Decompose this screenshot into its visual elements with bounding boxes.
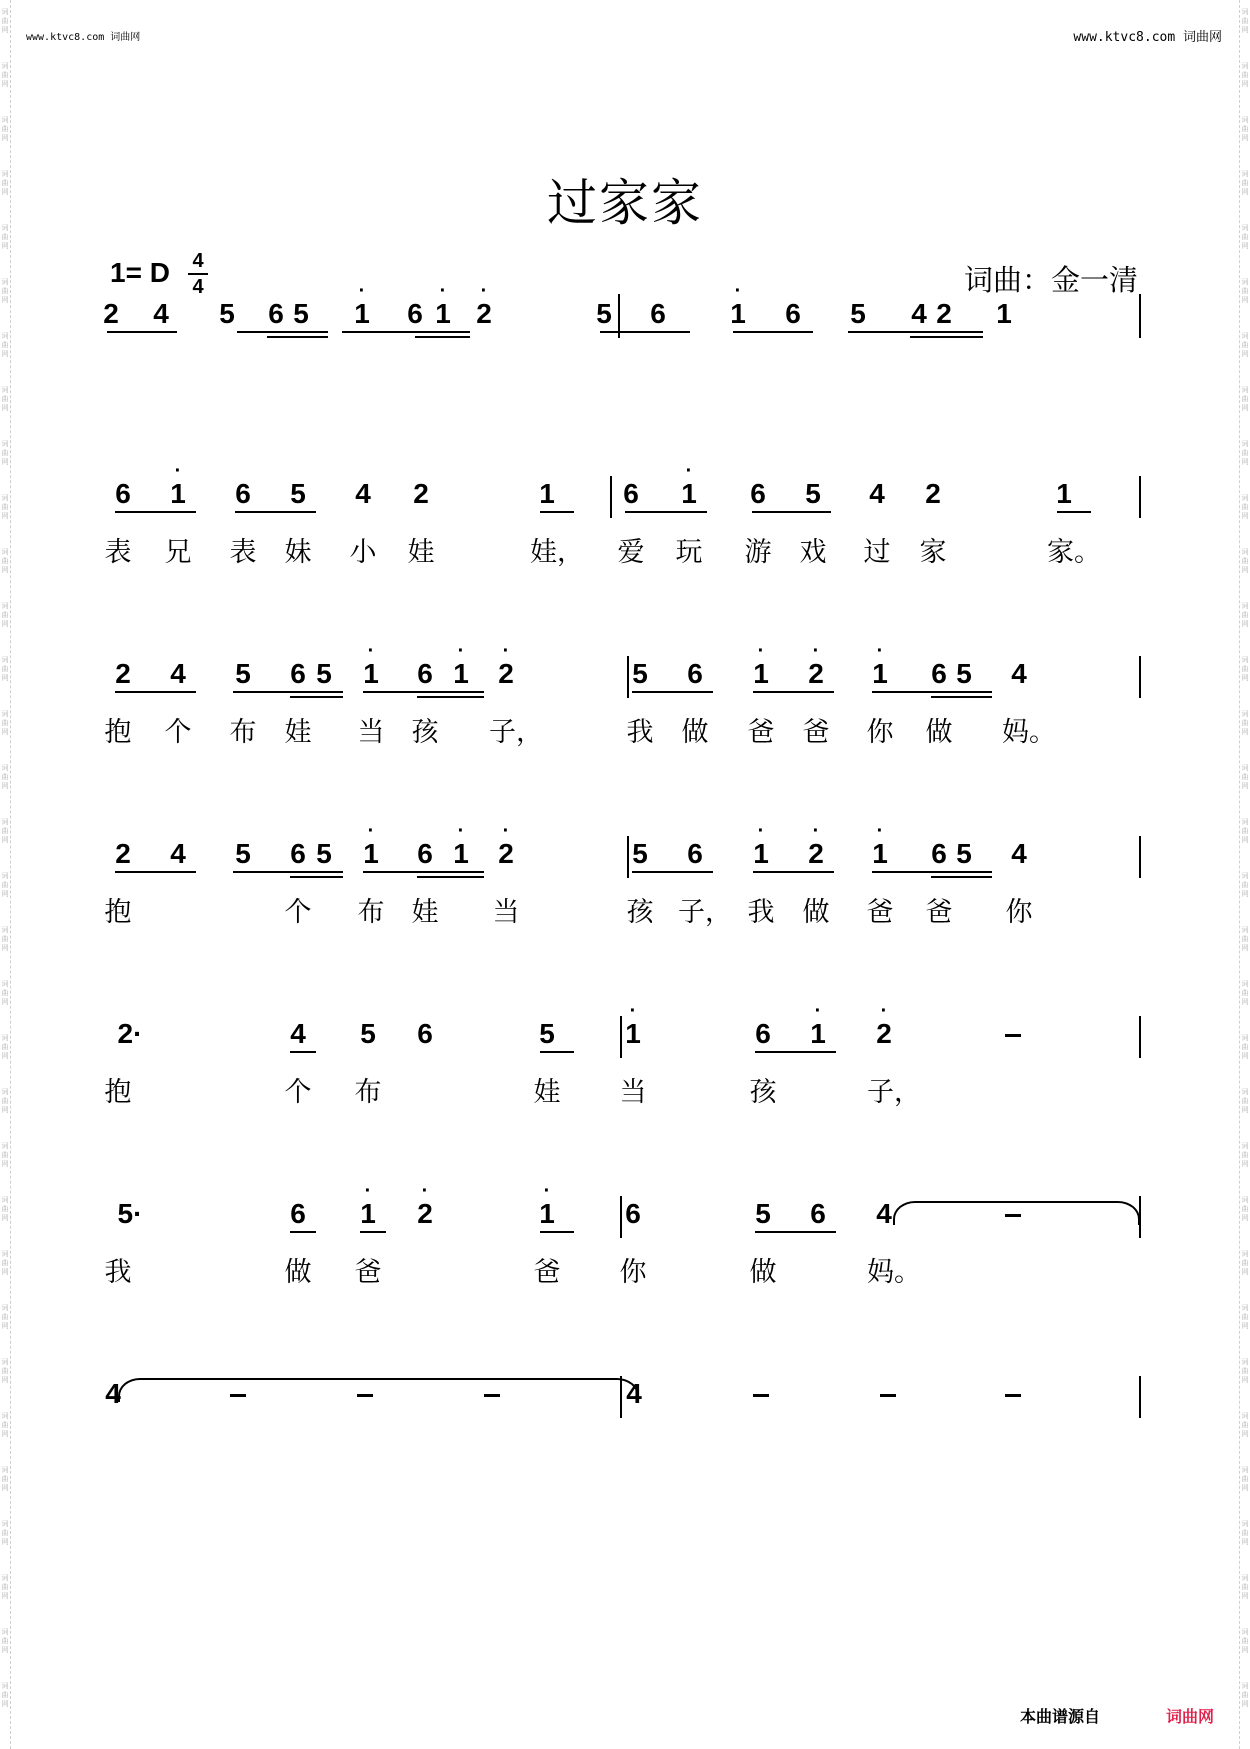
score-note: 5 bbox=[290, 478, 306, 509]
side-watermark-text: 词 曲 网 bbox=[1241, 710, 1249, 736]
score-note: 5 bbox=[235, 658, 251, 689]
lyric-char: 娃 bbox=[411, 897, 439, 928]
score-note: 2 bbox=[115, 658, 131, 689]
lyric-char: 你 bbox=[1005, 897, 1033, 928]
side-watermark-text: 词 曲 网 bbox=[1241, 872, 1249, 898]
score-note: 4 bbox=[1011, 838, 1027, 869]
side-watermark-text: 词 曲 网 bbox=[1, 872, 9, 898]
side-watermark-text: 词 曲 网 bbox=[1241, 278, 1249, 304]
octave-dot: · bbox=[367, 640, 375, 662]
underline-sixteenth bbox=[415, 336, 470, 338]
lyric-char: 我 bbox=[626, 717, 654, 748]
underline-eighth bbox=[115, 871, 196, 873]
underline-eighth bbox=[755, 1051, 836, 1053]
side-watermark-text: 词 曲 网 bbox=[1, 1466, 9, 1492]
score-note: 5 bbox=[956, 838, 972, 869]
bar-line bbox=[620, 1016, 622, 1058]
side-watermark-text: 词 曲 网 bbox=[1, 332, 9, 358]
underline-eighth bbox=[115, 511, 196, 513]
score-note: 1 bbox=[996, 298, 1012, 329]
octave-dot: · bbox=[543, 1180, 551, 1202]
octave-dot: · bbox=[814, 1000, 822, 1022]
lyric-char: 抱 bbox=[104, 1077, 132, 1108]
score-note: 4 bbox=[1011, 658, 1027, 689]
side-watermark-text: 词 曲 网 bbox=[1, 8, 9, 34]
score-note: 2 bbox=[925, 478, 941, 509]
underline-eighth bbox=[753, 691, 834, 693]
octave-dot: · bbox=[457, 820, 465, 842]
side-watermark-text: 词 曲 网 bbox=[1241, 1358, 1249, 1384]
side-watermark-text: 词 曲 网 bbox=[1, 278, 9, 304]
score-note: 4 bbox=[626, 1378, 642, 1409]
bar-line bbox=[1139, 656, 1141, 698]
underline-sixteenth bbox=[267, 336, 328, 338]
score-note: 1 bbox=[363, 658, 379, 689]
score-note: 6 bbox=[650, 298, 666, 329]
footer-source-label: 本曲谱源自 bbox=[1019, 1707, 1100, 1726]
key-text: 1= D bbox=[110, 257, 170, 288]
bar-line bbox=[627, 836, 629, 878]
bar-line bbox=[620, 1196, 622, 1238]
underline-eighth bbox=[632, 871, 713, 873]
side-watermark-text: 词 曲 网 bbox=[1241, 1574, 1249, 1600]
score-note: 5 bbox=[755, 1198, 771, 1229]
side-watermark-text: 词 曲 网 bbox=[1241, 818, 1249, 844]
lyric-char: 爸 bbox=[925, 897, 953, 928]
bar-line bbox=[618, 294, 620, 338]
footer-source-site: 词曲网 bbox=[1165, 1707, 1214, 1726]
lyric-char: 爸 bbox=[802, 717, 830, 748]
bar-line bbox=[1139, 476, 1141, 518]
lyric-char: 做 bbox=[284, 1257, 312, 1288]
lyric-char: 我 bbox=[747, 897, 775, 928]
side-watermark-text: 词 曲 网 bbox=[1241, 332, 1249, 358]
score-note: 1 bbox=[539, 478, 555, 509]
bar-line bbox=[1139, 1376, 1141, 1418]
lyric-char: 布 bbox=[354, 1077, 382, 1108]
time-bottom: 4 bbox=[192, 276, 204, 298]
underline-eighth bbox=[290, 1051, 316, 1053]
side-watermark-text: 词 曲 网 bbox=[1241, 764, 1249, 790]
hold-dash bbox=[880, 1394, 896, 1397]
side-watermark-text: 词 曲 网 bbox=[1241, 926, 1249, 952]
octave-dot: · bbox=[502, 820, 510, 842]
score-note: 4 bbox=[911, 298, 927, 329]
time-top: 4 bbox=[192, 250, 204, 272]
side-watermark-text: 词 曲 网 bbox=[1, 1304, 9, 1330]
underline-eighth bbox=[233, 871, 343, 873]
score-note: 5 bbox=[219, 298, 235, 329]
side-watermark-text: 词 曲 网 bbox=[1241, 170, 1249, 196]
side-watermark-text: 词 曲 网 bbox=[1, 62, 9, 88]
side-watermark-text: 词 曲 网 bbox=[1241, 1466, 1249, 1492]
lyric-char: 子， bbox=[678, 897, 732, 928]
side-watermark-text: 词 曲 网 bbox=[1, 764, 9, 790]
lyric-char: 表 bbox=[229, 537, 257, 568]
lyric-char: 做 bbox=[925, 717, 953, 748]
underline-eighth bbox=[540, 1231, 574, 1233]
score-note: 6 bbox=[268, 298, 284, 329]
lyric-char: 爸 bbox=[747, 717, 775, 748]
lyric-char: 表 bbox=[104, 537, 132, 568]
score-note: 1 bbox=[872, 838, 888, 869]
score-note: 6 bbox=[625, 1198, 641, 1229]
side-watermark-text: 词 曲 网 bbox=[1241, 62, 1249, 88]
underline-eighth bbox=[237, 331, 328, 333]
lyric-char: 做 bbox=[802, 897, 830, 928]
side-watermark-text: 词 曲 网 bbox=[1, 1250, 9, 1276]
side-watermark-text: 词 曲 网 bbox=[1, 494, 9, 520]
score-note: 2 bbox=[103, 298, 119, 329]
side-watermark-text: 词 曲 网 bbox=[1, 1034, 9, 1060]
score-note: 5 bbox=[316, 658, 332, 689]
score-note: 6 bbox=[417, 1018, 433, 1049]
lyric-char: 爸 bbox=[866, 897, 894, 928]
bar-line bbox=[1139, 294, 1141, 338]
lyric-char: 子， bbox=[489, 717, 543, 748]
score-note: 4 bbox=[876, 1198, 892, 1229]
underline-eighth bbox=[872, 691, 992, 693]
side-watermark-text: 词 曲 网 bbox=[1241, 1628, 1249, 1654]
lyric-char: 游 bbox=[744, 537, 772, 568]
score-note: 5 bbox=[235, 838, 251, 869]
side-watermark-text: 词 曲 网 bbox=[1241, 1142, 1249, 1168]
lyric-char: 爸 bbox=[354, 1257, 382, 1288]
time-signature bbox=[188, 250, 208, 298]
octave-dot: · bbox=[685, 460, 693, 482]
score-note: 1 bbox=[753, 838, 769, 869]
lyric-char: 个 bbox=[284, 1077, 312, 1108]
side-watermark-text: 词 曲 网 bbox=[1241, 602, 1249, 628]
score-note: 6 bbox=[810, 1198, 826, 1229]
score-note: 4 bbox=[170, 838, 186, 869]
score-note: 4 bbox=[153, 298, 169, 329]
score-note: 6 bbox=[931, 838, 947, 869]
side-watermark-text: 词 曲 网 bbox=[1, 548, 9, 574]
underline-eighth bbox=[415, 331, 470, 333]
score-note: 5· bbox=[117, 1198, 143, 1229]
lyric-char: 小 bbox=[349, 537, 377, 568]
octave-dot: · bbox=[734, 280, 742, 302]
side-watermark-text: 词 曲 网 bbox=[1, 980, 9, 1006]
octave-dot: · bbox=[174, 460, 182, 482]
score-note: 6 bbox=[417, 838, 433, 869]
lyric-char: 过 bbox=[863, 537, 891, 568]
score-note: 5 bbox=[539, 1018, 555, 1049]
underline-eighth bbox=[625, 511, 707, 513]
score-note: 5 bbox=[805, 478, 821, 509]
credit-line: 词曲：金一清 bbox=[963, 263, 1138, 297]
octave-dot: · bbox=[876, 820, 884, 842]
score-note: 6 bbox=[290, 658, 306, 689]
score-note: 2 bbox=[936, 298, 952, 329]
lyric-char: 玩 bbox=[675, 537, 703, 568]
underline-sixteenth bbox=[931, 876, 992, 878]
score-note: 1 bbox=[810, 1018, 826, 1049]
score-note: 6 bbox=[235, 478, 251, 509]
octave-dot: · bbox=[757, 820, 765, 842]
lyric-char: 妈。 bbox=[1002, 717, 1056, 748]
lyric-char: 抱 bbox=[104, 717, 132, 748]
underline-eighth bbox=[363, 871, 484, 873]
bar-line bbox=[1139, 1016, 1141, 1058]
side-watermark-text: 词 曲 网 bbox=[1, 602, 9, 628]
score-note: 6 bbox=[115, 478, 131, 509]
side-watermark-text: 词 曲 网 bbox=[1241, 1682, 1249, 1708]
lyric-char: 布 bbox=[357, 897, 385, 928]
score-note: 6 bbox=[417, 658, 433, 689]
score-note: 2· bbox=[117, 1018, 143, 1049]
score-note: 4 bbox=[355, 478, 371, 509]
octave-dot: · bbox=[480, 280, 488, 302]
side-watermark-text: 词 曲 网 bbox=[1241, 656, 1249, 682]
score-note: 2 bbox=[498, 838, 514, 869]
lyric-char: 兄 bbox=[164, 537, 192, 568]
score-note: 5 bbox=[596, 298, 612, 329]
side-watermark-text: 词 曲 网 bbox=[1, 1358, 9, 1384]
underline-eighth bbox=[115, 691, 196, 693]
underline-eighth bbox=[753, 871, 834, 873]
score-note: 1 bbox=[681, 478, 697, 509]
score-note: 6 bbox=[407, 298, 423, 329]
lyric-char: 做 bbox=[749, 1257, 777, 1288]
side-watermark-text: 词 曲 网 bbox=[1, 1088, 9, 1114]
side-watermark-text: 词 曲 网 bbox=[1241, 440, 1249, 466]
octave-dot: · bbox=[812, 820, 820, 842]
lyric-char: 布 bbox=[229, 717, 257, 748]
octave-dot: · bbox=[439, 280, 447, 302]
hold-dash bbox=[1005, 1394, 1021, 1397]
lyric-char: 个 bbox=[284, 897, 312, 928]
song-title: 过家家 bbox=[547, 174, 703, 232]
side-watermark-text: 词 曲 网 bbox=[1241, 8, 1249, 34]
octave-dot: · bbox=[876, 640, 884, 662]
bar-line bbox=[610, 476, 612, 518]
score-note: 2 bbox=[498, 658, 514, 689]
underline-eighth bbox=[848, 331, 983, 333]
octave-dot: · bbox=[757, 640, 765, 662]
underline-sixteenth bbox=[931, 696, 992, 698]
side-watermark-text: 词 曲 网 bbox=[1, 1682, 9, 1708]
underline-eighth bbox=[363, 691, 484, 693]
score-note: 4 bbox=[105, 1378, 121, 1409]
side-watermark-text: 词 曲 网 bbox=[1241, 224, 1249, 250]
side-watermark-text: 词 曲 网 bbox=[1241, 1034, 1249, 1060]
lyric-char: 妈。 bbox=[867, 1257, 921, 1288]
score-note: 6 bbox=[687, 838, 703, 869]
side-watermark-text: 词 曲 网 bbox=[1, 710, 9, 736]
bar-line bbox=[1139, 836, 1141, 878]
lyric-char: 家。 bbox=[1047, 537, 1101, 568]
score-note: 5 bbox=[293, 298, 309, 329]
lyric-char: 孩 bbox=[626, 897, 654, 928]
lyric-char: 爸 bbox=[533, 1257, 561, 1288]
score-note: 6 bbox=[785, 298, 801, 329]
site-url-left: www.ktvc8.com 词曲网 bbox=[26, 32, 141, 43]
lyric-char: 孩 bbox=[411, 717, 439, 748]
lyric-char: 我 bbox=[104, 1257, 132, 1288]
score-note: 1 bbox=[360, 1198, 376, 1229]
underline-sixteenth bbox=[910, 336, 983, 338]
score-note: 1 bbox=[354, 298, 370, 329]
side-watermark-text: 词 曲 网 bbox=[1241, 1520, 1249, 1546]
underline-eighth bbox=[600, 331, 690, 333]
side-watermark-text: 词 曲 网 bbox=[1241, 1304, 1249, 1330]
side-watermark-text: 词 曲 网 bbox=[1, 1520, 9, 1546]
score-note: 6 bbox=[750, 478, 766, 509]
score-note: 5 bbox=[316, 838, 332, 869]
underline-eighth bbox=[1057, 511, 1091, 513]
octave-dot: · bbox=[364, 1180, 372, 1202]
score-note: 2 bbox=[417, 1198, 433, 1229]
underline-eighth bbox=[360, 1231, 386, 1233]
octave-dot: · bbox=[358, 280, 366, 302]
score-note: 5 bbox=[360, 1018, 376, 1049]
lyric-char: 娃 bbox=[407, 537, 435, 568]
underline-sixteenth bbox=[417, 696, 484, 698]
lyric-char: 个 bbox=[164, 717, 192, 748]
tie-arc bbox=[893, 1201, 1140, 1225]
tie-arc bbox=[118, 1378, 639, 1402]
site-url-right: www.ktvc8.com 词曲网 bbox=[1073, 30, 1222, 45]
underline-eighth bbox=[233, 691, 343, 693]
underline-sixteenth bbox=[290, 696, 343, 698]
score-note: 6 bbox=[290, 838, 306, 869]
score-note: 6 bbox=[687, 658, 703, 689]
score-note: 1 bbox=[625, 1018, 641, 1049]
score-note: 5 bbox=[632, 838, 648, 869]
side-watermark-text: 词 曲 网 bbox=[1, 224, 9, 250]
side-watermark-text: 词 曲 网 bbox=[1241, 1088, 1249, 1114]
score-note: 1 bbox=[453, 838, 469, 869]
lyric-char: 抱 bbox=[104, 897, 132, 928]
side-watermark-text: 词 曲 网 bbox=[1, 926, 9, 952]
score-note: 1 bbox=[435, 298, 451, 329]
underline-eighth bbox=[290, 1231, 316, 1233]
key-signature bbox=[110, 257, 170, 289]
underline-eighth bbox=[235, 511, 316, 513]
score-note: 6 bbox=[623, 478, 639, 509]
side-watermark-text: 词 曲 网 bbox=[1241, 980, 1249, 1006]
octave-dot: · bbox=[502, 640, 510, 662]
underline-eighth bbox=[752, 511, 831, 513]
side-watermark-text: 词 曲 网 bbox=[1, 1574, 9, 1600]
side-watermark-text: 词 曲 网 bbox=[1, 440, 9, 466]
side-watermark-text: 词 曲 网 bbox=[1241, 116, 1249, 142]
score-note: 1 bbox=[539, 1198, 555, 1229]
score-note: 1 bbox=[363, 838, 379, 869]
score-note: 1 bbox=[170, 478, 186, 509]
lyric-char: 子， bbox=[867, 1077, 921, 1108]
bar-line bbox=[627, 656, 629, 698]
side-watermark-text: 词 曲 网 bbox=[1241, 386, 1249, 412]
lyric-char: 当 bbox=[619, 1077, 647, 1108]
octave-dot: · bbox=[421, 1180, 429, 1202]
score-note: 2 bbox=[808, 658, 824, 689]
side-watermark-text: 词 曲 网 bbox=[1241, 1412, 1249, 1438]
score-note: 6 bbox=[755, 1018, 771, 1049]
lyric-char: 当 bbox=[492, 897, 520, 928]
score-note: 2 bbox=[413, 478, 429, 509]
side-watermark-text: 词 曲 网 bbox=[1, 1196, 9, 1222]
lyric-char: 你 bbox=[866, 717, 894, 748]
score-note: 2 bbox=[808, 838, 824, 869]
score-note: 5 bbox=[850, 298, 866, 329]
score-note: 4 bbox=[869, 478, 885, 509]
score-note: 1 bbox=[872, 658, 888, 689]
lyric-char: 爱 bbox=[617, 537, 645, 568]
octave-dot: · bbox=[457, 640, 465, 662]
lyric-char: 娃 bbox=[284, 717, 312, 748]
underline-eighth bbox=[733, 331, 813, 333]
octave-dot: · bbox=[367, 820, 375, 842]
octave-dot: · bbox=[812, 640, 820, 662]
underline-eighth bbox=[540, 1051, 574, 1053]
octave-dot: · bbox=[880, 1000, 888, 1022]
lyric-char: 当 bbox=[357, 717, 385, 748]
octave-dot: · bbox=[629, 1000, 637, 1022]
score-note: 2 bbox=[115, 838, 131, 869]
lyric-char: 做 bbox=[681, 717, 709, 748]
lyric-char: 娃 bbox=[533, 1077, 561, 1108]
side-watermark-text: 词 曲 网 bbox=[1, 116, 9, 142]
side-watermark-text: 词 曲 网 bbox=[1, 818, 9, 844]
side-watermark-text: 词 曲 网 bbox=[1, 656, 9, 682]
side-watermark-text: 词 曲 网 bbox=[1, 1142, 9, 1168]
side-watermark-text: 词 曲 网 bbox=[1, 386, 9, 412]
underline-eighth bbox=[755, 1231, 836, 1233]
score-note: 1 bbox=[453, 658, 469, 689]
side-watermark-text: 词 曲 网 bbox=[1, 170, 9, 196]
score-note: 1 bbox=[753, 658, 769, 689]
underline-eighth bbox=[632, 691, 713, 693]
lyric-char: 孩 bbox=[749, 1077, 777, 1108]
score-note: 5 bbox=[632, 658, 648, 689]
side-watermark-text: 词 曲 网 bbox=[1241, 1250, 1249, 1276]
underline-eighth bbox=[107, 331, 177, 333]
score-note: 4 bbox=[290, 1018, 306, 1049]
underline-sixteenth bbox=[417, 876, 484, 878]
score-note: 1 bbox=[1056, 478, 1072, 509]
hold-dash bbox=[1005, 1034, 1021, 1037]
side-watermark-text: 词 曲 网 bbox=[1241, 1196, 1249, 1222]
side-watermark-text: 词 曲 网 bbox=[1241, 494, 1249, 520]
score-note: 2 bbox=[476, 298, 492, 329]
side-watermark-text: 词 曲 网 bbox=[1241, 548, 1249, 574]
score-note: 4 bbox=[170, 658, 186, 689]
lyric-char: 你 bbox=[619, 1257, 647, 1288]
side-watermark-text: 词 曲 网 bbox=[1, 1628, 9, 1654]
score-note: 2 bbox=[876, 1018, 892, 1049]
underline-eighth bbox=[872, 871, 992, 873]
score-note: 6 bbox=[931, 658, 947, 689]
underline-eighth bbox=[540, 511, 574, 513]
side-watermark-text: 词 曲 网 bbox=[1, 1412, 9, 1438]
underline-sixteenth bbox=[290, 876, 343, 878]
lyric-char: 娃， bbox=[530, 537, 584, 568]
hold-dash bbox=[753, 1394, 769, 1397]
score-note: 1 bbox=[730, 298, 746, 329]
lyric-char: 家 bbox=[919, 537, 947, 568]
score-note: 6 bbox=[290, 1198, 306, 1229]
lyric-char: 戏 bbox=[799, 537, 827, 568]
lyric-char: 妹 bbox=[284, 537, 312, 568]
score-note: 5 bbox=[956, 658, 972, 689]
